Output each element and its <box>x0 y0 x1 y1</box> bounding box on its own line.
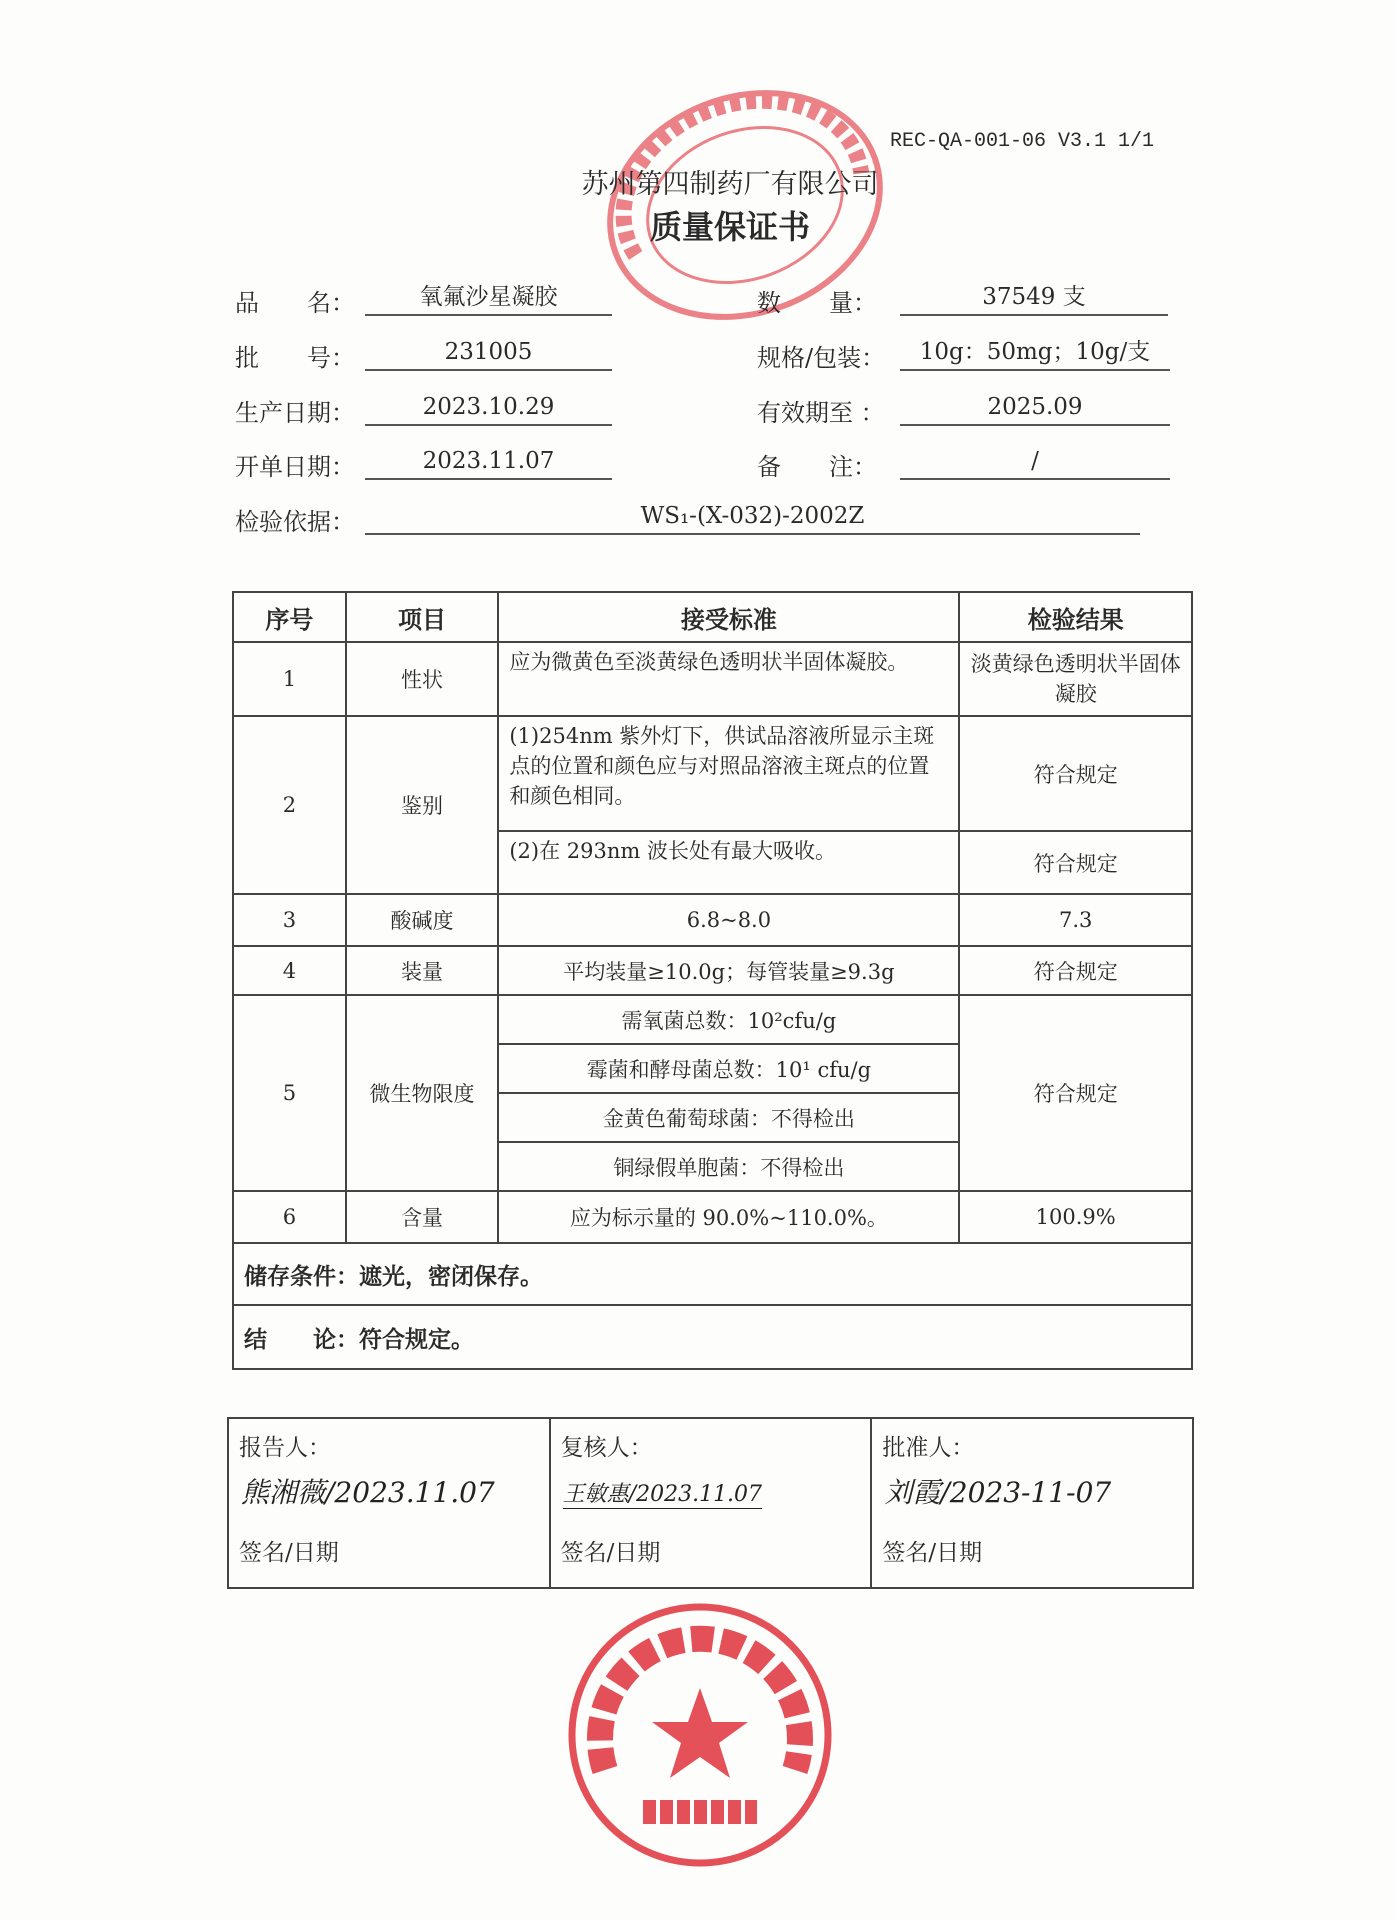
company-name: 苏州第四制药厂有限公司 <box>581 169 879 200</box>
quality-management-seal <box>565 1600 835 1870</box>
reporter-label: 报告人： <box>239 1435 331 1461</box>
issue-date-value: 2023.11.07 <box>365 444 612 480</box>
batch-value: 231005 <box>365 335 612 371</box>
row-item: 性状 <box>346 642 499 716</box>
row-result: 7.3 <box>959 894 1192 946</box>
reviewer-label: 复核人： <box>560 1435 653 1461</box>
table-header-row <box>233 592 1192 642</box>
reviewer-signature: 王敏惠/2023.11.07 <box>563 1477 762 1509</box>
row-standard-2: (2)在 293nm 波长处有最大吸收。 <box>498 831 959 894</box>
table-row <box>233 946 1192 995</box>
row-standard: 铜绿假单胞菌：不得检出 <box>498 1142 959 1191</box>
conclusion: 结 论：符合规定。 <box>233 1305 1192 1369</box>
quantity-value: 37549 支 <box>900 280 1168 316</box>
reviewer-cell <box>551 1419 873 1587</box>
row-standard: 金黄色葡萄球菌：不得检出 <box>498 1093 959 1142</box>
row-standard: (1)254nm 紫外灯下，供试品溶液所显示主斑点的位置和颜色应与对照品溶液主斑点的位置和颜色相同。 <box>498 716 959 831</box>
basis-label: 检验依据： <box>235 508 355 536</box>
approver-signature: 刘霞/2023-11-07 <box>884 1476 1112 1509</box>
document-title: 质量保证书 <box>649 208 810 246</box>
production-date-value: 2023.10.29 <box>365 390 612 426</box>
table-row <box>233 995 1192 1044</box>
row-standard: 应为微黄色至淡黄绿色透明状半固体凝胶。 <box>498 642 959 716</box>
basis-value: WS₁-(X-032)-2002Z <box>365 499 1140 535</box>
remarks-value: / <box>900 444 1170 480</box>
product-name-value: 氧氟沙星凝胶 <box>365 280 612 316</box>
product-name-label: 品 名： <box>235 289 355 317</box>
table-row <box>233 716 1192 831</box>
row-standard: 霉菌和酵母菌总数：10¹ cfu/g <box>498 1044 959 1093</box>
batch-label: 批 号： <box>235 344 355 372</box>
row-no: 2 <box>233 716 346 894</box>
row-item: 含量 <box>346 1191 499 1243</box>
expiry-label: 有效期至 ： <box>757 399 885 427</box>
row-result: 淡黄绿色透明状半固体凝胶 <box>959 642 1192 716</box>
remarks-label: 备 注： <box>757 453 877 481</box>
reviewer-footer: 签名/日期 <box>560 1540 661 1566</box>
reporter-signature: 熊湘薇/2023.11.07 <box>241 1476 495 1509</box>
header-no: 序号 <box>233 592 346 642</box>
row-result: 符合规定 <box>959 716 1192 831</box>
row-no: 6 <box>233 1191 346 1243</box>
expiry-value: 2025.09 <box>900 390 1170 426</box>
quantity-label: 数 量： <box>757 289 877 317</box>
spec-label: 规格/包装： <box>757 344 886 372</box>
row-no: 1 <box>233 642 346 716</box>
production-date-label: 生产日期： <box>235 399 355 427</box>
row-item: 鉴别 <box>346 716 499 894</box>
document-code: REC-QA-001-06 V3.1 1/1 <box>890 130 1155 153</box>
header-result: 检验结果 <box>959 592 1192 642</box>
test-results-table <box>232 591 1193 1370</box>
table-row <box>233 894 1192 946</box>
row-result: 符合规定 <box>959 946 1192 995</box>
spec-value: 10g：50mg；10g/支 <box>900 335 1170 371</box>
approver-cell <box>872 1419 1192 1587</box>
row-result: 100.9% <box>959 1191 1192 1243</box>
table-row <box>233 1191 1192 1243</box>
row-no: 5 <box>233 995 346 1191</box>
header-item: 项目 <box>346 592 499 642</box>
row-result-2: 符合规定 <box>959 831 1192 894</box>
row-standard: 需氧菌总数：10²cfu/g <box>498 995 959 1044</box>
header-standard: 接受标准 <box>498 592 959 642</box>
row-no: 4 <box>233 946 346 995</box>
issue-date-label: 开单日期： <box>235 453 355 481</box>
reporter-cell <box>229 1419 551 1587</box>
row-item: 装量 <box>346 946 499 995</box>
row-item: 微生物限度 <box>346 995 499 1191</box>
row-standard: 6.8~8.0 <box>498 894 959 946</box>
reporter-footer: 签名/日期 <box>239 1540 339 1566</box>
row-item: 酸碱度 <box>346 894 499 946</box>
star-icon <box>652 1688 748 1778</box>
storage-conditions: 储存条件：遮光，密闭保存。 <box>233 1243 1192 1305</box>
table-row <box>233 642 1192 716</box>
row-result: 符合规定 <box>959 995 1192 1191</box>
signature-section <box>227 1417 1194 1589</box>
row-no: 3 <box>233 894 346 946</box>
row-standard: 平均装量≥10.0g；每管装量≥9.3g <box>498 946 959 995</box>
approver-label: 批准人： <box>882 1435 975 1461</box>
approver-footer: 签名/日期 <box>882 1540 983 1566</box>
row-standard: 应为标示量的 90.0%~110.0%。 <box>498 1191 959 1243</box>
